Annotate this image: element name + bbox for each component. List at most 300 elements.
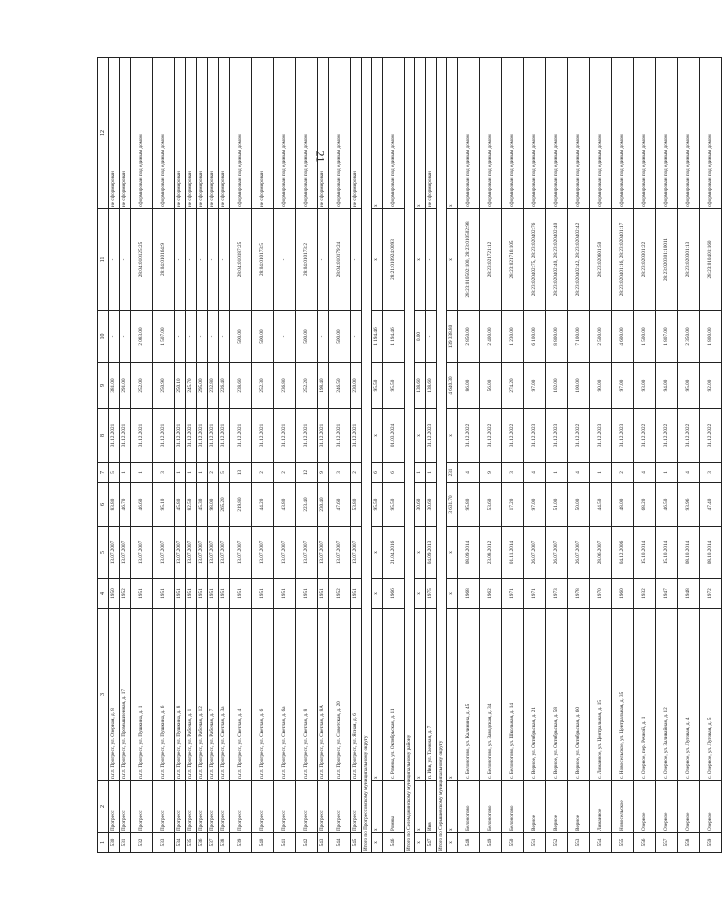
table-row [318, 58, 329, 853]
table-cell: 28:23:020301:22 [634, 209, 656, 311]
table-cell: 1952 [120, 579, 131, 609]
table-cell: 1951 [131, 579, 153, 609]
table-cell: 31.12.2022 [656, 409, 678, 463]
table-cell: 1951 [197, 579, 208, 609]
table-row [700, 58, 722, 853]
table-cell: 1975 [426, 579, 437, 609]
column-header: 6 [98, 483, 109, 527]
table-cell: 1 [426, 463, 437, 483]
table-cell: сформирован под единым домом [700, 58, 722, 209]
table-cell: 31.12.2021 [120, 409, 131, 463]
table-cell: Озерное [634, 781, 656, 833]
table-cell: 1951 [296, 579, 318, 609]
table-row [153, 58, 175, 853]
table-cell: 238.60 [230, 363, 252, 409]
table-cell: 547 [426, 833, 437, 853]
table-cell: 31.12.2021 [296, 409, 318, 463]
table-cell: х [415, 833, 426, 853]
table-cell: - [351, 209, 362, 311]
table-cell: не сформирован [318, 58, 329, 209]
table-cell: 31.12.2021 [208, 409, 219, 463]
table-cell: 4 [678, 463, 700, 483]
table-cell: п.г.т. Прогресс, ул. Промышленная, д. 17 [120, 609, 131, 781]
table-cell: 31.12.2022 [568, 409, 590, 463]
table-cell: Прогресс [109, 781, 120, 833]
table-cell: 97.00 [524, 483, 546, 527]
page-number: 21 [313, 150, 328, 163]
table-cell: 31.12.2023 [546, 409, 568, 463]
table-cell: 1972 [700, 579, 722, 609]
table-cell: 90.00 [590, 363, 612, 409]
table-cell: не сформирован [120, 58, 131, 209]
table-cell: 31.12.2022 [700, 409, 722, 463]
table-cell: 4 [568, 463, 590, 483]
table-cell: не сформирован [208, 58, 219, 209]
table-cell: х [415, 781, 426, 833]
table-cell: 1968 [458, 579, 480, 609]
table-cell: 1 [656, 463, 678, 483]
table-cell: 93.00 [634, 363, 656, 409]
table-cell: 01.11.2014 [502, 527, 524, 579]
table-cell: Прогресс [120, 781, 131, 833]
table-cell: 28:23:020301:13 [678, 209, 700, 311]
table-cell: сформирован под единым домом [568, 58, 590, 209]
table-cell: 1 807.00 [656, 311, 678, 363]
table-cell: Озерное [656, 781, 678, 833]
table-cell: - [318, 209, 329, 311]
table-cell: 13.07.2007 [120, 527, 131, 579]
table-cell: 1 [197, 463, 208, 483]
column-header: 3 [98, 609, 109, 781]
table-cell: Прогресс [329, 781, 351, 833]
table-cell: 1951 [208, 579, 219, 609]
table-cell: Ивв [426, 781, 437, 833]
table-cell: 08.10.2014 [678, 527, 700, 579]
table-cell: 539 [230, 833, 252, 853]
table-cell: х [372, 579, 383, 609]
table-cell: х [447, 579, 458, 609]
table-cell: 31.12.2021 [197, 409, 208, 463]
table-cell: 51.00 [546, 483, 568, 527]
table-cell: 28:23:020601:50 [590, 209, 612, 311]
table-cell: сформирован под единым домом [634, 58, 656, 209]
table-cell: 46.70 [120, 483, 131, 527]
table-cell: 540 [252, 833, 274, 853]
table-cell: х [447, 609, 458, 781]
table-cell: сформирован под единым домом [458, 58, 480, 209]
table-cell: 3 631.70 [447, 483, 458, 527]
table-row [612, 58, 634, 853]
table-cell: 2 350.00 [678, 311, 700, 363]
table-cell: 13.07.2007 [318, 527, 329, 579]
table-cell: 6 [372, 463, 383, 483]
table-cell: 1947 [656, 579, 678, 609]
table-cell: 31.12.2022 [634, 409, 656, 463]
table-cell: 2 850.00 [458, 311, 480, 363]
table-cell: 1 194.46 [383, 311, 405, 363]
table-cell: 53.60 [480, 483, 502, 527]
table-cell: 198.40 [318, 363, 329, 409]
table-cell: х [372, 833, 383, 853]
table-cell: 1952 [329, 579, 351, 609]
table-cell: 13.07.2007 [296, 527, 318, 579]
table-cell: 31.12.2022 [480, 409, 502, 463]
table-cell: 230.40 [318, 483, 329, 527]
table-row [502, 58, 524, 853]
table-cell: 31.12.2023 [524, 409, 546, 463]
table-cell: 1971 [502, 579, 524, 609]
table-cell: 28:04:010164:9 [153, 209, 175, 311]
table-cell: 534 [175, 833, 186, 853]
table-cell: не сформирован [186, 58, 197, 209]
table-cell: х [447, 58, 458, 209]
table-cell: 556 [634, 833, 656, 853]
table-row [175, 58, 186, 853]
table-cell: х [415, 609, 426, 781]
table-cell: 2 [351, 463, 362, 483]
table-cell: 1966 [383, 579, 405, 609]
table-cell: 546 [383, 833, 405, 853]
table-cell: 47.60 [329, 483, 351, 527]
table-cell: 555 [612, 833, 634, 853]
table-cell: 13.07.2007 [351, 527, 362, 579]
table-cell: 1 [590, 463, 612, 483]
table-cell: 3 [502, 463, 524, 483]
table-cell: х [415, 579, 426, 609]
section-title: Итого по Селемджинскому муниципальному району [405, 58, 415, 853]
table-row [186, 58, 197, 853]
table-cell: 1951 [274, 579, 296, 609]
table-cell: 95.50 [372, 363, 383, 409]
table-cell: 2 [208, 463, 219, 483]
table-cell: с. Верное, ул. Октябрьская, д. 21 [524, 609, 546, 781]
table-cell: 13.07.2007 [252, 527, 274, 579]
column-header: 9 [98, 363, 109, 409]
column-header: 5 [98, 527, 109, 579]
table-cell: 1 507.00 [153, 311, 175, 363]
table-cell: 28:23:020402:75, 28:23:020402:76 [524, 209, 546, 311]
table-cell: 558 [678, 833, 700, 853]
table-cell: 252.20 [296, 363, 318, 409]
table-cell: Прогресс [318, 781, 329, 833]
table-cell: 2 500.00 [590, 311, 612, 363]
table-row [447, 58, 458, 853]
table-cell: 274.20 [502, 363, 524, 409]
table-row [524, 58, 546, 853]
column-header: 8 [98, 409, 109, 463]
table-cell: Прогресс [208, 781, 219, 833]
table-cell: - [351, 311, 362, 363]
table-cell: - [120, 209, 131, 311]
table-cell: 139 338.80 [447, 311, 458, 363]
table-cell: 31.12.2023 [426, 409, 437, 463]
table-cell: 230.00 [351, 363, 362, 409]
table-cell: 4 600.00 [612, 311, 634, 363]
table-cell: х [415, 409, 426, 463]
table-cell: 9 [318, 463, 329, 483]
table-cell: 13.07.2007 [197, 527, 208, 579]
table-cell: - [120, 311, 131, 363]
table-cell: 102.00 [546, 363, 568, 409]
table-cell: 291.00 [120, 363, 131, 409]
table-cell: 13.07.2007 [186, 527, 197, 579]
table-cell: Верное [524, 781, 546, 833]
table-cell: с. Верное, ул. Октябрьская, д. 60 [568, 609, 590, 781]
table-cell: - [197, 311, 208, 363]
table-cell: 3 [700, 463, 722, 483]
table-cell: Лиманное [590, 781, 612, 833]
table-cell: 28:04:010125:25 [131, 209, 153, 311]
table-cell: х [372, 209, 383, 311]
table-row [109, 58, 120, 853]
table-cell: 13 [230, 463, 252, 483]
table-cell: 1 [131, 463, 153, 483]
table-cell: 138.60 [426, 363, 437, 409]
table-cell: 2 083.00 [131, 311, 153, 363]
table-cell: 1971 [524, 579, 546, 609]
table-cell: 6 [383, 463, 405, 483]
table-cell: п.г.т. Прогресс, ул. Пушкина, д. 6 [153, 609, 175, 781]
table-cell: 97.00 [612, 363, 634, 409]
table-cell: с. Озерное, ул. Луговая, д. 4 [678, 609, 700, 781]
table-cell: Ромны [383, 781, 405, 833]
table-cell: п.г.т. Прогресс, ул. Ясная, д. 6 [351, 609, 362, 781]
table-cell: 46.50 [656, 483, 678, 527]
table-cell: 28:23:010401:160 [700, 209, 722, 311]
table-cell: 26.07.2007 [546, 527, 568, 579]
table-cell: 535 [186, 833, 197, 853]
table-cell: 544 [329, 833, 351, 853]
table-cell: с. Озерное, пер. Речной, д. 1 [634, 609, 656, 781]
table-cell: п. Ивв, ул. Таежная, д. 7 [426, 609, 437, 781]
table-cell: Верное [568, 781, 590, 833]
table-cell: 31.12.2022 [502, 409, 524, 463]
table-cell: 95.80 [458, 483, 480, 527]
table-cell: 31.12.2021 [153, 409, 175, 463]
column-header: 2 [98, 781, 109, 833]
column-header: 11 [98, 209, 109, 311]
table-row [678, 58, 700, 853]
table-cell: 30.60 [426, 483, 437, 527]
table-cell: 3 [329, 463, 351, 483]
table-cell: 44.50 [590, 483, 612, 527]
table-cell: сформирован под единым домом [480, 58, 502, 209]
table-cell: Озерное [700, 781, 722, 833]
table-cell: 551 [524, 833, 546, 853]
table-cell: х [415, 527, 426, 579]
table-cell: 08.09.2014 [458, 527, 480, 579]
column-header: 4 [98, 579, 109, 609]
table-cell: 26.07.2007 [568, 527, 590, 579]
table-cell: 541 [274, 833, 296, 853]
column-header: 7 [98, 463, 109, 483]
table-cell: х [372, 781, 383, 833]
table-cell: - [426, 209, 437, 311]
table-cell: 1951 [351, 579, 362, 609]
table-cell: сформирован под единым домом [546, 58, 568, 209]
table-cell: 21.04.2016 [383, 527, 405, 579]
table-cell: 500.00 [252, 311, 274, 363]
table-cell: 31.12.2021 [109, 409, 120, 463]
table-cell: 31.12.2021 [329, 409, 351, 463]
table-cell: с. Озерное, ул. Заливайная, д. 12 [656, 609, 678, 781]
table-cell: х [447, 527, 458, 579]
table-cell: п.г.т. Прогресс, ул. Светлая, д. 6 [252, 609, 274, 781]
table-cell: 552 [546, 833, 568, 853]
table-cell: не сформирован [219, 58, 230, 209]
table-cell: Озерное [678, 781, 700, 833]
table-cell: 45.80 [175, 483, 186, 527]
table-cell: 31.12.2023 [612, 409, 634, 463]
table-cell: 1951 [318, 579, 329, 609]
table-cell: х [372, 527, 383, 579]
table-cell: не сформирован [252, 58, 274, 209]
table-row [415, 58, 426, 853]
table-cell: - [175, 311, 186, 363]
table-cell: 1 194.46 [372, 311, 383, 363]
table-cell: сформирован под единым домом [131, 58, 153, 209]
table-cell: 46.60 [131, 483, 153, 527]
table-cell: 4 [458, 463, 480, 483]
table-cell: 93.96 [678, 483, 700, 527]
table-cell: не сформирован [197, 58, 208, 209]
table-cell: 7 100.00 [568, 311, 590, 363]
table-cell: 246.50 [329, 363, 351, 409]
table-cell: 15.10.2014 [634, 527, 656, 579]
table-cell: 245.70 [186, 363, 197, 409]
table-cell: 500.00 [329, 311, 351, 363]
table-cell: - [318, 311, 329, 363]
table-cell: п.г.т. Прогресс, ул. Светлая, д. 8А [318, 609, 329, 781]
table-cell: х [372, 609, 383, 781]
table-cell: 5 [109, 463, 120, 483]
table-cell: п.г.т. Прогресс, ул. Светлая, д. 6а [274, 609, 296, 781]
table-cell: Белоногово [502, 781, 524, 833]
table-cell: - [208, 209, 219, 311]
table-cell: Прогресс [219, 781, 230, 833]
table-cell: 549 [480, 833, 502, 853]
table-cell: 226.40 [219, 363, 230, 409]
table-cell: 28:23:021721:12 [480, 209, 502, 311]
table-cell: 548 [458, 833, 480, 853]
table-cell: х [372, 58, 383, 209]
table-cell: 232.80 [208, 363, 219, 409]
table-row [590, 58, 612, 853]
table-cell: 12 [296, 463, 318, 483]
table-cell: сформирован под единым домом [383, 58, 405, 209]
table-row [131, 58, 153, 853]
table-cell: с. Белоногово, ул. Заводская, д. 34 [480, 609, 502, 781]
table-cell: 04.09.2013 [426, 527, 437, 579]
table-cell: Прогресс [186, 781, 197, 833]
table-cell: 2 [612, 463, 634, 483]
table-cell: 1970 [590, 579, 612, 609]
table-cell: 86.00 [458, 363, 480, 409]
table-cell: 94.00 [656, 363, 678, 409]
table-cell: п.г.т. Прогресс, ул. Светлая, д. 3а [219, 609, 230, 781]
table-cell: 252.00 [131, 363, 153, 409]
table-cell: п.г.т. Прогресс, ул. Рабочая, д. 1 [186, 609, 197, 781]
table-cell: 83.80 [109, 483, 120, 527]
table-cell: 28:23:020301:10011 [656, 209, 678, 311]
table-cell: 31.12.2021 [219, 409, 230, 463]
table-cell: 553 [568, 833, 590, 853]
table-cell: 532 [131, 833, 153, 853]
table-cell: 95.50 [372, 483, 383, 527]
table-cell: - [208, 311, 219, 363]
table-cell: 13.07.2007 [175, 527, 186, 579]
table-cell: 53.80 [351, 483, 362, 527]
table-cell: 1 [415, 463, 426, 483]
section-title: Итого по Прогрессовскому муниципальному округу [362, 58, 372, 853]
table-cell: 04.12.2006 [612, 527, 634, 579]
table-cell: 231 [447, 463, 458, 483]
table-cell: 236.80 [274, 363, 296, 409]
table-cell: Прогресс [197, 781, 208, 833]
table-cell: 98.00 [208, 483, 219, 527]
table-cell: сформирован под единым домом [502, 58, 524, 209]
table-cell: х [415, 58, 426, 209]
table-cell: не сформирован [175, 58, 186, 209]
table-cell: - [186, 311, 197, 363]
table-cell: - [219, 209, 230, 311]
table-cell: 56.00 [480, 363, 502, 409]
table-cell: 8 800.00 [546, 311, 568, 363]
table-cell: 28:23:010502:100, 28:23:010502:98 [458, 209, 480, 311]
table-cell: 223.40 [296, 483, 318, 527]
table-cell: - [175, 209, 186, 311]
table-cell: 28:23:021716:105 [502, 209, 524, 311]
table-cell: сформирован под единым домом [524, 58, 546, 209]
table-cell: 1962 [480, 579, 502, 609]
table-cell: 13.07.2007 [219, 527, 230, 579]
section-title: Итого по Серышевскому муниципальному округу [437, 58, 447, 853]
table-cell: п.г.т. Прогресс, ул. Рабочая, д. 7 [208, 609, 219, 781]
table-cell: 1960 [612, 579, 634, 609]
housing-register-table [97, 57, 722, 853]
table-cell: 50.00 [568, 483, 590, 527]
table-cell: Белоногово [480, 781, 502, 833]
table-cell: 543 [318, 833, 329, 853]
table-cell: 92.00 [700, 363, 722, 409]
table-cell: не сформирован [351, 58, 362, 209]
table-cell: 1950 [109, 579, 120, 609]
table-cell: 219.80 [230, 483, 252, 527]
table-cell: 9 [480, 463, 502, 483]
section-total-row [362, 58, 372, 853]
table-cell: 23.08.2012 [480, 527, 502, 579]
table-cell: 28:23:020402:42, 28:23:020402:42 [568, 209, 590, 311]
header-row [98, 58, 109, 853]
table-cell: 265.20 [219, 483, 230, 527]
table-row [296, 58, 318, 853]
table-cell: 31.12.2021 [175, 409, 186, 463]
table-cell: 13.07.2007 [131, 527, 153, 579]
table-cell: 1951 [153, 579, 175, 609]
table-cell: х [372, 409, 383, 463]
table-cell: Прогресс [175, 781, 186, 833]
table-cell: 500.00 [230, 311, 252, 363]
table-cell: 82.50 [186, 483, 197, 527]
table-row [458, 58, 480, 853]
table-cell: - [109, 311, 120, 363]
column-header: 10 [98, 311, 109, 363]
table-cell: 0.00 [415, 311, 426, 363]
table-cell: не сформирован [426, 58, 437, 209]
table-row [383, 58, 405, 853]
table-cell: 1 500.00 [634, 311, 656, 363]
table-cell: Прогресс [131, 781, 153, 833]
